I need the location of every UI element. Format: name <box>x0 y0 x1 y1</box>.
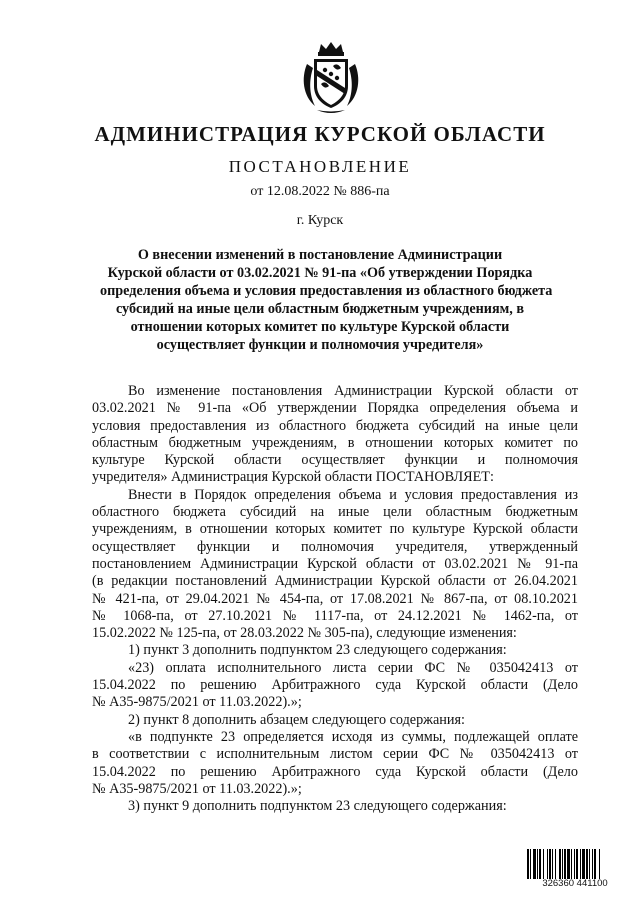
body-line: культуре Курской области осуществляет функции и полномочия <box>92 452 578 469</box>
body-line: «в подпункте 23 определяется исходя из суммы, подлежащей оплате <box>128 728 578 745</box>
body-line: 15.04.2022 по решению Арбитражного суда Курской области (Дело <box>92 677 578 694</box>
barcode-bar <box>555 849 556 879</box>
document-barcode <box>527 849 623 889</box>
body-line: областного бюджета субсидий на иные цели областным бюджетным <box>92 504 578 521</box>
document-type: ПОСТАНОВЛЕНИЕ <box>228 157 412 176</box>
document-title <box>100 246 553 354</box>
barcode-bar <box>574 849 575 879</box>
barcode-number: 326360 441100 <box>542 878 608 889</box>
barcode-bar <box>533 849 536 879</box>
barcode-bar <box>571 849 572 879</box>
barcode-bar <box>586 849 588 879</box>
barcode-bar <box>594 849 596 879</box>
document-body <box>92 383 578 815</box>
body-line: 2) пункт 8 дополнить абзацем следующего содержания: <box>128 711 465 728</box>
barcode-bar <box>592 849 593 879</box>
title-line: определения объема и условия предоставления из областного бюджета <box>100 283 553 299</box>
body-line: постановлением Администрации Курской области от 03.02.2021 № 91-па <box>92 555 578 572</box>
barcode-bar <box>564 849 566 879</box>
body-line: 15.02.2022 № 125-па, от 28.03.2022 № 305-па), следующие изменения: <box>92 625 517 642</box>
barcode-bar <box>559 849 561 879</box>
body-line: «23) оплата исполнительного листа серии ФС № 035042413 от <box>128 659 578 676</box>
body-line: № А35-9875/2021 от 11.03.2022).»; <box>92 694 302 711</box>
body-line: областным бюджетным учреждениям, в отношении которых комитет по <box>92 434 578 451</box>
body-line: Во изменение постановления Администрации Курской области от <box>128 383 578 399</box>
body-line: 3) пункт 9 дополнить подпунктом 23 следующего содержания: <box>128 798 507 815</box>
barcode-bar <box>552 849 553 879</box>
coat-of-arms-emblem <box>297 40 365 115</box>
title-line: О внесении изменений в постановление Администрации <box>137 247 503 263</box>
city: г. Курск <box>296 213 344 228</box>
barcode-bar <box>543 849 544 879</box>
barcode-bar <box>547 849 548 879</box>
title-line: осуществляет функции и полномочия учредителя» <box>156 337 484 353</box>
barcode-bar <box>539 849 541 879</box>
body-line: 03.02.2021 № 91-па «Об утверждении Порядка определения объема и <box>92 400 578 417</box>
title-line: субсидий на иные цели областным бюджетным учреждениям, в <box>115 301 525 317</box>
body-line: учредителя» Администрация Курской области ПОСТАНОВЛЯЕТ: <box>92 469 494 486</box>
barcode-bar <box>537 849 538 879</box>
body-line: в соответствии с исполнительным листом серии ФС № 035042413 от <box>92 746 578 763</box>
body-line: 1) пункт 3 дополнить подпунктом 23 следующего содержания: <box>128 642 507 659</box>
body-line: 15.04.2022 по решению Арбитражного суда Курской области (Дело <box>92 763 578 780</box>
barcode-bar <box>567 849 570 879</box>
body-line: № 421-па, от 29.04.2021 № 454-па, от 17.08.2021 № 867-па, от 08.10.2021 <box>92 590 578 607</box>
body-line: учреждениям, в отношении которых комитет по культуре Курской области <box>92 521 578 538</box>
barcode-bar <box>549 849 551 879</box>
body-line: осуществляет функции и полномочия учредителя, утвержденный <box>92 538 578 555</box>
body-line: (в редакции постановлений Администрации Курской области от 26.04.2021 <box>92 573 578 590</box>
barcode-bar <box>580 849 581 879</box>
body-line: условия предоставления из областного бюджета субсидий на иные цели <box>92 417 578 434</box>
organization-name: АДМИНИСТРАЦИЯ КУРСКОЙ ОБЛАСТИ <box>94 122 546 146</box>
barcode-bar <box>599 849 600 879</box>
barcode-bar <box>576 849 578 879</box>
barcode-bars <box>527 849 623 879</box>
body-line: № А35-9875/2021 от 11.03.2022).»; <box>92 780 302 797</box>
document-number: от 12.08.2022 № 886-па <box>250 184 390 199</box>
barcode-bar <box>530 849 531 879</box>
barcode-bar <box>589 849 590 879</box>
body-line: Внести в Порядок определения объема и условия предоставления из <box>128 486 578 503</box>
barcode-bar <box>527 849 529 879</box>
title-line: Курской области от 03.02.2021 № 91-па «Об утверждении Порядка <box>107 265 533 281</box>
barcode-bar <box>582 849 585 879</box>
barcode-bar <box>562 849 563 879</box>
title-line: отношении которых комитет по культуре Курской области <box>130 319 510 335</box>
body-line: № 1068-па, от 27.10.2021 № 1117-па, от 24.12.2021 № 1462-па, от <box>92 607 578 624</box>
